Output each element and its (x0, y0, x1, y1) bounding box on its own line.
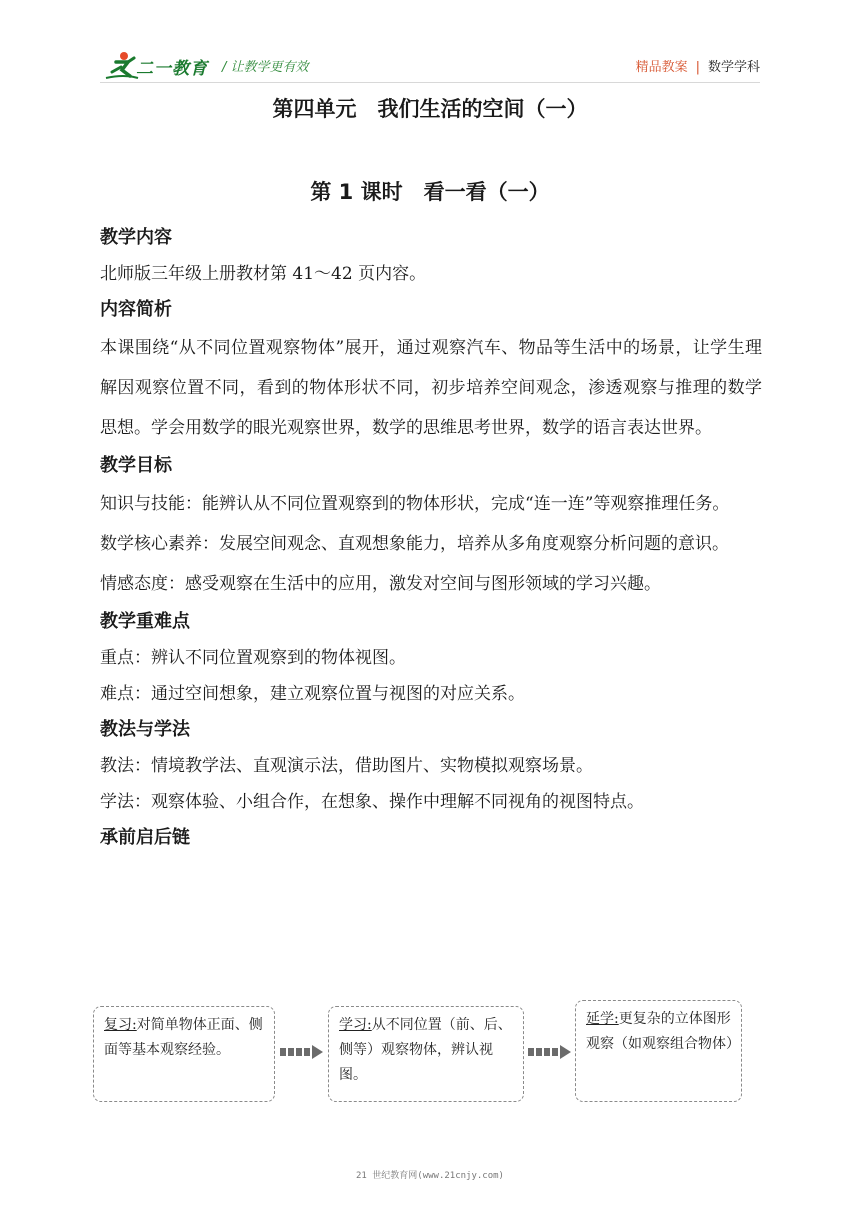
header-tag-subject: 数学学科 (707, 60, 760, 75)
section-heading-learning-chain: 承前启后链 (100, 827, 190, 848)
paragraph-goal-attitude: 情感态度：感受观察在生活中的应用，激发对空间与图形领域的学习兴趣。 (100, 574, 661, 594)
paragraph-teaching-method: 教法：情境教学法、直观演示法，借助图片、实物模拟观察场景。 (100, 756, 593, 776)
lesson-title: 第 1 课时 看一看（一） (310, 180, 550, 204)
chain-box-learn (328, 1006, 524, 1102)
section-heading-methods: 教法与学法 (100, 719, 190, 740)
chain-box-review (93, 1006, 275, 1102)
paragraph-learning-method: 学法：观察体验、小组合作，在想象、操作中理解不同视角的视图特点。 (100, 792, 644, 812)
page-header (0, 0, 860, 90)
chain-arrow-icon (528, 1044, 572, 1060)
chain-arrow-icon (280, 1044, 324, 1060)
header-separator: | (695, 60, 700, 75)
header-tags (636, 56, 760, 75)
brand-name: 二一教育 (136, 59, 208, 79)
paragraph-teaching-content: 北师版三年级上册教材第 41～42 页内容。 (100, 264, 427, 284)
header-divider (100, 82, 760, 83)
paragraph-goal-literacy: 数学核心素养：发展空间观念、直观想象能力，培养从多角度观察分析问题的意识。 (100, 534, 729, 554)
chain-box-review-text: 对简单物体正面、侧面等基本观察经验。 (104, 1017, 263, 1058)
paragraph-difficulty: 难点：通过空间想象，建立观察位置与视图的对应关系。 (100, 684, 525, 704)
chain-box-extend-label: 延学: (586, 1011, 619, 1027)
page-footer: 21 世纪教育网(www.21cnjy.com) (356, 1171, 504, 1181)
section-heading-content-analysis: 内容简析 (100, 299, 172, 320)
paragraph-goal-knowledge: 知识与技能：能辨认从不同位置观察到的物体形状，完成“连一连”等观察推理任务。 (100, 494, 730, 514)
header-tag-lesson-plan: 精品教案 (635, 60, 688, 75)
brand-slogan: / 让教学更有效 (222, 60, 309, 75)
section-heading-key-points: 教学重难点 (100, 611, 190, 632)
chain-box-learn-label: 学习: (339, 1017, 372, 1033)
section-heading-teaching-content: 教学内容 (100, 227, 172, 248)
chain-box-learn-text: 从不同位置（前、后、侧等）观察物体，辨认视图。 (339, 1017, 512, 1083)
unit-title: 第四单元 我们生活的空间（一） (272, 97, 588, 121)
learning-chain-diagram (0, 1000, 860, 1110)
section-heading-teaching-goals: 教学目标 (100, 455, 172, 476)
chain-box-review-label: 复习: (104, 1017, 137, 1033)
document-body (100, 220, 762, 856)
chain-box-extend-text: 更复杂的立体图形观察（如观察组合物体） (586, 1011, 740, 1052)
paragraph-content-analysis: 本课围绕“从不同位置观察物体”展开，通过观察汽车、物品等生活中的场景，让学生理解因观察位置不同，看到的物体形状不同，初步培养空间观念，渗透观察与推理的数学思想。学会用数学的眼光观察世界，数学的思维思考世界，数学的语言表达世界。 (100, 338, 762, 438)
paragraph-key-point: 重点：辨认不同位置观察到的物体视图。 (100, 648, 406, 668)
chain-box-extend (575, 1000, 742, 1102)
